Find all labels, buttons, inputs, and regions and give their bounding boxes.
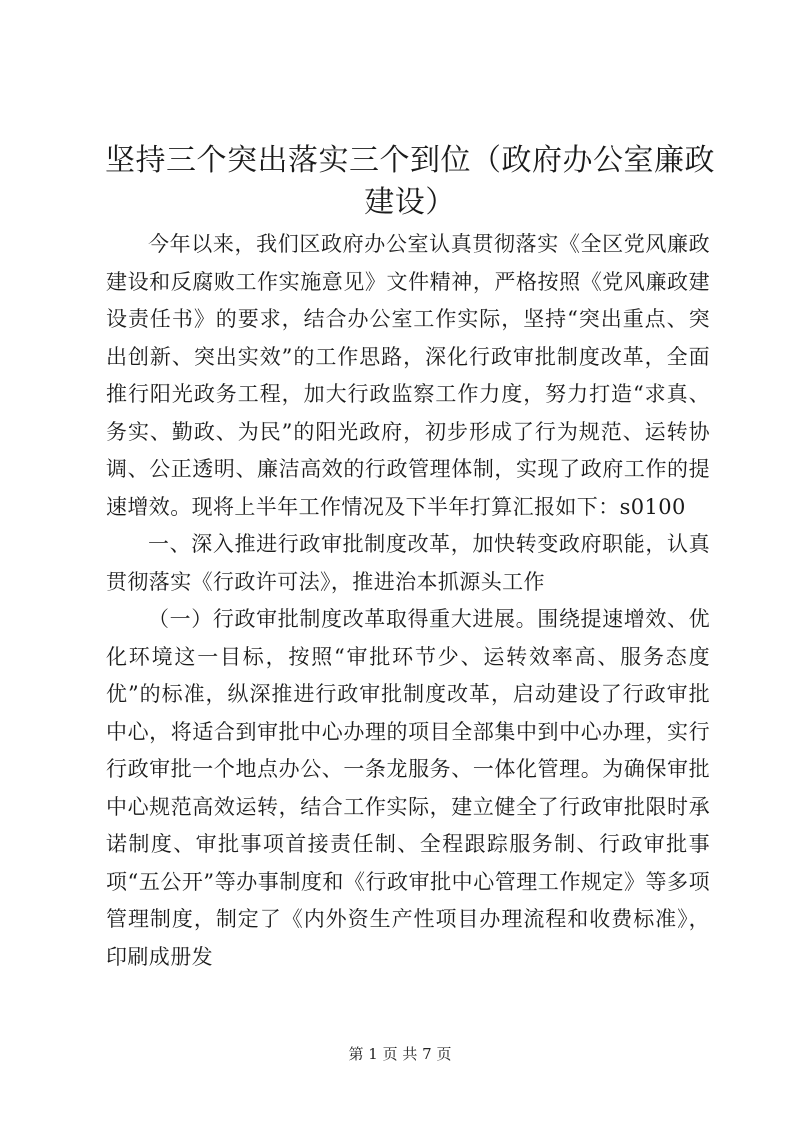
paragraph-subsection: （一）行政审批制度改革取得重大进展。围绕提速增效、优化环境这一目标，按照“审批环节少、运转效率高、服务态度优”的标准，纵深推进行政审批制度改革，启动建设了行政审批中心，将适合到审批中心办理的项目全部集中到中心办理，实行行政审批一个地点办公、一条龙服务、一体化管理。为确保审批中心规范高效运转，结合工作实际，建立健全了行政审批限时承诺制度、审批事项首接责任制、全程跟踪服务制、行政审批事项“五公开”等办事制度和《行政审批中心管理工作规定》等多项管理制度，制定了《内外资生产性项目办理流程和收费标准》，印刷成册发 xyxy=(106,607,710,969)
paragraph-section-heading: 一、深入推进行政审批制度改革，加快转变政府职能，认真贯彻落实《行政许可法》，推进治本抓源头工作 xyxy=(106,532,710,594)
document-body xyxy=(106,226,710,976)
page-footer: 第 1 页 共 7 页 xyxy=(348,1045,452,1063)
document-title: 坚持三个突出落实三个到位（政府办公室廉政建设） xyxy=(105,143,715,220)
paragraph-intro: 今年以来，我们区政府办公室认真贯彻落实《全区党风廉政建设和反腐败工作实施意见》文件精神，严格按照《党风廉政建设责任书》的要求，结合办公室工作实际，坚持“突出重点、突出创新、突出实效”的工作思路，深化行政审批制度改革，全面推行阳光政务工程，加大行政监察工作力度，努力打造“求真、务实、勤政、为民”的阳光政府，初步形成了行为规范、运转协调、公正透明、廉洁高效的行政管理体制，实现了政府工作的提速增效。现将上半年工作情况及下半年打算汇报如下：s0100 xyxy=(106,232,710,519)
